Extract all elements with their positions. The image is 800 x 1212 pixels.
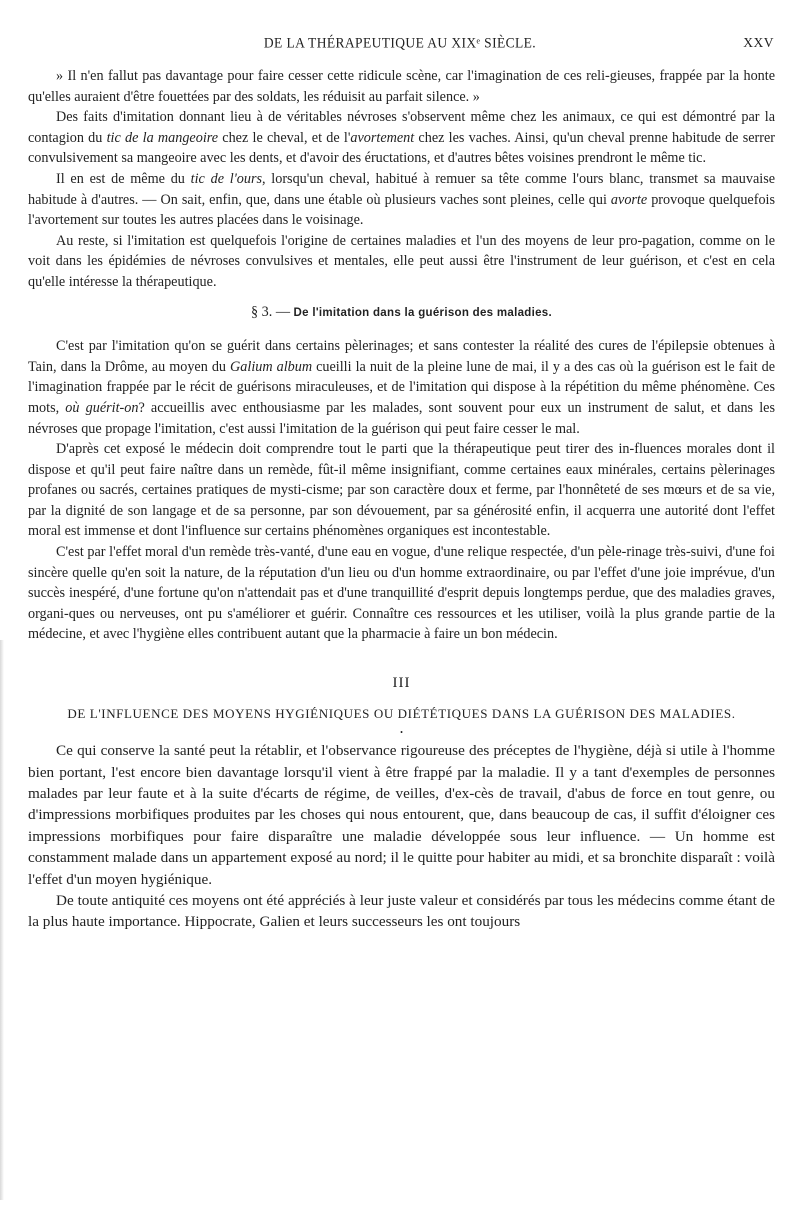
text-run: , lorsqu'un cheval, habitué à remuer sa tête comme l'ours blanc, transmet sa mauvaise habitude à d'autres. — On sait, enfin, que, dans une étable où plusieurs vaches sont pleines, celle qui [28,170,776,208]
section-title: De l'imitation dans la guérison des maladies. [293,306,552,319]
italic-term: tic de l'ours [190,170,262,187]
paragraph-animal-imitation [28,107,775,169]
lower-body [28,740,775,933]
running-head-title: DE LA THÉRAPEUTIQUE AU XIXᵉ SIÈCLE. [263,34,537,51]
ornament: • [400,728,403,738]
paragraph-imitation-origin: Au reste, si l'imitation est quelquefois l'origine de certaines maladies et l'un des moyens de leur pro-pagation, comme on le voit dans les épidémies de névroses convulsives et mentales, elle peut aussi être l'instrument de leur guérison, et c'est en cela qu'elle intéresse la thérapeutique. [28,232,775,290]
text-run: Il en est de même du [56,170,191,187]
paragraph-tic-ours [28,169,775,231]
paragraph-quote-end: » Il n'en fallut pas davantage pour faire cesser cette ridicule scène, car l'imagination de ces reli-gieuses, frappée par la honte qu'elles auraient d'être fouettées par des soldats, les réduisit au parfait silence. » [28,68,775,105]
section-heading [28,302,775,324]
italic-term: tic de la mangeoire [106,129,219,146]
paragraph-moral-effect: C'est par l'effet moral d'un remède très-vanté, d'une eau en vogue, d'une relique respectée, d'un pèle-rinage très-suivi, d'une foi sincère quelle qu'en soit la nature, de la réputation d'un lieu ou d'un homme extraordinaire, ou par l'effet d'une joie imprévue, d'un succès inespéré, d'une fortune qu'on n'attendait pas et d'une tranquillité d'esprit depuis longtemps perdue, que des maladies graves, organi-ques ou nerveuses, ont pu s'améliorer et guérir. Connaître ces ressources et les utiliser, voilà la plus grande partie de la médecine, et avec l'hygiène elles contribuent autant que la pharmacie à faire un bon médecin. [28,544,775,643]
italic-term: où guérit-on [65,399,139,416]
chapter-number: III [392,675,411,692]
text-run: cueilli la nuit de la pleine lune de mai, il y a des cas où la guérison est le fait de l'imagination frappée par le récit de guérisons miraculeuses, et de l'imitation qui dispose à la répétition du même phénomène. Ces mots, [28,358,775,416]
italic-term: avortement [350,129,415,146]
paragraph-hygiene: Ce qui conserve la santé peut la rétablir, et l'observance rigoureuse des préceptes de l'hygiène, déjà si utile à l'homme bien portant, l'est encore bien davantage lorsqu'il vient à être frappé par la maladie. Il y a tant d'exemples de personnes malades par leur faute et à la suite d'écarts de régime, de veilles, d'ex-cès de travail, d'abus de force en tout genre, ou d'impressions morbifiques produites par les choses qui nous entourent, que, dans beaucoup de cas, il suffit d'éloigner ces impressions morbifiques pour faire disparaître une maladie développée sous leur influence. — Un homme est constamment malade dans un appartement exposé au nord; il le quitte pour habiter au midi, et sa bronchite disparaît : voilà l'effet d'un moyen hygiénique. [28,742,775,888]
text-run: C'est par l'imitation qu'on se guérit dans certains pèlerinages; et sans contester la réalité des cures de l'épilepsie obtenues à Tain, dans la Drôme, au moyen du [28,338,775,375]
body-text [28,66,775,933]
text-run: provoque quelquefois l'avortement sur toutes les autres placées dans le voisinage. [28,191,776,229]
paragraph-moral-influence: D'après cet exposé le médecin doit comprendre tout le parti que la thérapeutique peut tirer des in-fluences morales dont il dispose et qu'il peut faire naître dans un remède, fût-il même insignifiant, comme certaines eaux minérales, certains pèlerinages profanes ou sacrés, certaines pratiques de mysti-cisme; par son caractère doux et ferme, par l'honnêteté de ses mœurs et de sa vie, par la dignité de son langage et de sa personne, par son dévouement, par sa générosité enfin, il acquerra une autorité dont l'effet moral est immense et dont l'influence sur certains phénomènes organiques est incontestable. [28,441,775,540]
running-head [0,35,800,57]
text-run: ? accueillis avec enthousiasme par les malades, sont souvent pour eux un instrument de salut, et dans les névroses que propage l'imitation, c'est aussi l'imitation de la guérison qui peut faire cesser le mal. [28,399,775,437]
scan-edge-shadow [0,640,4,1200]
italic-term: avorte [610,191,648,208]
paragraph-antiquity: De toute antiquité ces moyens ont été appréciés à leur juste valeur et considérés par tous les médecins comme étant de la plus haute importance. Hippocrate, Galien et leurs successeurs les ont toujours [28,892,775,931]
text-run: chez le cheval, et de l' [218,129,351,146]
paragraph-pilgrimages [28,336,775,439]
page-number: XXV [743,35,774,50]
italic-term: Galium album [230,358,313,375]
text-run: Des faits d'imitation donnant lieu à de véritables névroses s'observent même chez les animaux, ce qui est démontré par la contagion du [28,109,775,146]
section-number: § 3. — [250,303,290,320]
text-run: chez les vaches. Ainsi, qu'un cheval prenne habitude de serrer convulsivement sa mangeoire avec les dents, et d'avoir des éructations, et d'autres bêtes voisines prendront le même tic. [28,129,776,167]
chapter-title: DE L'INFLUENCE DES MOYENS HYGIÉNIQUES OU DIÉTÉTIQUES DANS LA GUÉRISON DES MALADIES. [67,705,736,721]
